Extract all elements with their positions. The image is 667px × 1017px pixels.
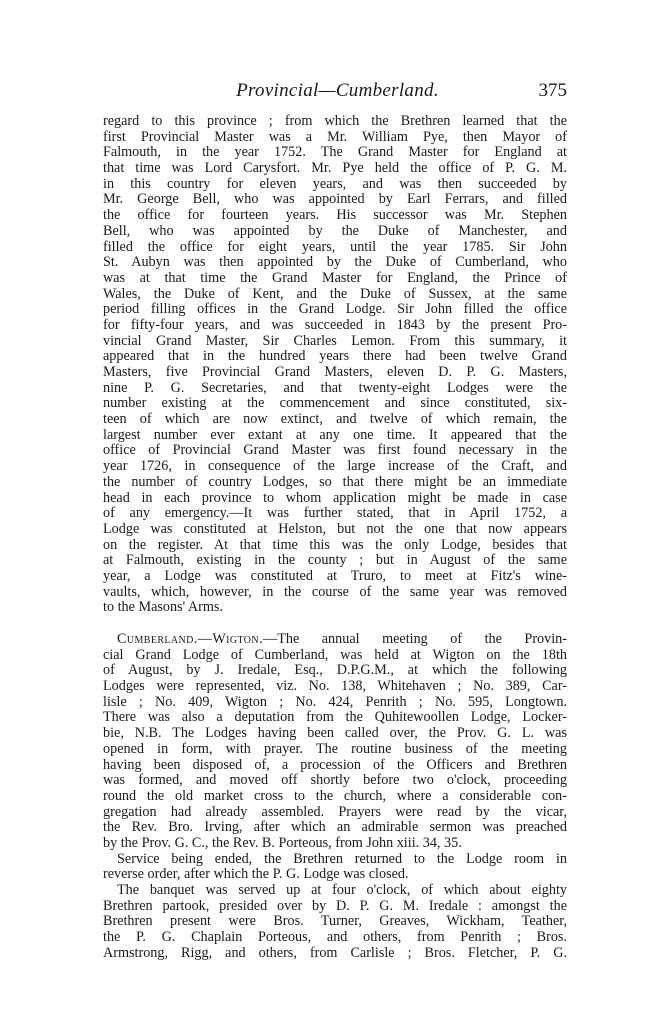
text-line: The banquet was served up at four o'clock, of which about eighty — [117, 882, 567, 898]
text-line: There was also a deputation from the Quhitewoollen Lodge, Locker- — [103, 709, 567, 726]
text-line: appeared that in the hundred years there had been twelve Grand — [103, 348, 567, 365]
text-line: for fifty-four years, and was succeeded in 1843 by the present Pro- — [103, 316, 567, 333]
paragraph-cornwall-history — [103, 114, 567, 616]
text-line: of any emergency.—It was further stated, that in April 1752, a — [103, 505, 567, 522]
text-line: vincial Grand Master, Sir Charles Lemon. From this summary, it — [103, 332, 567, 349]
text-line: Lodge was constituted at Helston, but not the one that now appears — [103, 520, 567, 537]
heading-place: Cumberland. — [117, 631, 198, 647]
text-line: Service being ended, the Brethren returned to the Lodge room in — [117, 850, 567, 867]
text-line: the Rev. Bro. Irving, after which an admirable sermon was preached — [103, 819, 567, 836]
text-line: the P. G. Chaplain Porteous, and others, from Penrith ; Bros. — [103, 929, 567, 946]
text-line: teen of which are now extinct, and twelve of which remain, the — [103, 411, 567, 428]
text-line: Wales, the Duke of Kent, and the Duke of Sussex, at the same — [103, 285, 567, 302]
text-line: regard to this province ; from which the Brethren learned that the — [103, 113, 567, 129]
text-line: gregation had already assembled. Prayers were read by the vicar, — [103, 803, 567, 820]
text-line: Bell, who was appointed by the Duke of Manchester, and — [103, 222, 567, 239]
text-line: the office for fourteen years. His successor was Mr. Stephen — [103, 207, 567, 224]
section-heading-line — [103, 632, 567, 648]
text-line: Masters, five Provincial Grand Masters, eleven D. P. G. Masters, — [103, 364, 567, 380]
paragraph-cumberland-wigton — [103, 632, 567, 852]
text-line: of August, by J. Iredale, Esq., D.P.G.M., at which the following — [103, 662, 567, 679]
text-line: filled the office for eight years, until the year 1785. Sir John — [103, 238, 567, 255]
text-line: opened in form, with prayer. The routine business of the meeting — [103, 740, 567, 757]
text-line: office of Provincial Grand Master was first found necessary in the — [103, 442, 567, 459]
text-line: to the Masons' Arms. — [103, 599, 223, 616]
text-line: period filling offices in the Grand Lodge. Sir John filled the office — [103, 301, 567, 318]
text-line: number existing at the commencement and since constituted, six- — [103, 395, 567, 412]
text-line: round the old market cross to the church, where a considerable con- — [103, 787, 567, 804]
text-line: Brethren present were Bros. Turner, Greaves, Wickham, Teather, — [103, 913, 567, 930]
text-line: nine P. G. Secretaries, and that twenty-eight Lodges were the — [103, 379, 567, 396]
running-title: Provincial—Cumberland. — [236, 80, 439, 101]
text-line: at Falmouth, existing in the county ; but in August of the same — [103, 552, 567, 569]
text-line: was at that time the Grand Master for England, the Prince of — [103, 269, 567, 286]
text-line: having been disposed of, a procession of the Officers and Brethren — [103, 756, 567, 773]
text-line: vaults, which, however, in the course of the same year was removed — [103, 583, 567, 600]
text-line: St. Aubyn was then appointed by the Duke of Cumberland, who — [103, 254, 567, 271]
heading-town: —Wigton. — [197, 631, 263, 647]
section-gap — [103, 616, 567, 632]
text-line: Mr. George Bell, who was appointed by Earl Ferrars, and filled — [103, 191, 567, 208]
text-line: reverse order, after which the P. G. Lodge was closed. — [103, 866, 409, 883]
text-line: head in each province to whom application might be made in case — [103, 489, 567, 506]
text-line: year, a Lodge was constituted at Truro, to meet at Fitz's wine- — [103, 567, 567, 584]
text-line: cial Grand Lodge of Cumberland, was held at Wigton on the 18th — [103, 646, 567, 663]
text-line: lisle ; No. 409, Wigton ; No. 424, Penrith ; No. 595, Longtown. — [103, 693, 567, 710]
paragraph-service-ended — [103, 852, 567, 883]
text-line: Brethren partook, presided over by D. P. G. M. Iredale : amongst the — [103, 897, 567, 914]
text-line: largest number ever extant at any one time. It appeared that the — [103, 426, 567, 443]
text-line: bie, N.B. The Lodges having been called over, the Prov. G. L. was — [103, 725, 567, 742]
text-body — [103, 114, 567, 961]
text-line: Falmouth, in the year 1752. The Grand Master for England at — [103, 144, 567, 161]
heading-line-text: —The annual meeting of the Provin- — [263, 631, 567, 647]
text-line: the number of country Lodges, so that there might be an immediate — [103, 473, 567, 490]
running-head — [100, 80, 575, 106]
text-line: on the register. At that time this was the only Lodge, besides that — [103, 536, 567, 553]
paragraph-banquet — [103, 883, 567, 961]
text-line: Lodges were represented, viz. No. 138, Whitehaven ; No. 389, Car- — [103, 678, 567, 695]
text-line: in this country for eleven years, and was then succeeded by — [103, 175, 567, 192]
text-line: by the Prov. G. C., the Rev. B. Porteous, from John xiii. 34, 35. — [103, 834, 462, 851]
text-line: that time was Lord Carysfort. Mr. Pye held the office of P. G. M. — [103, 160, 567, 177]
text-line: first Provincial Master was a Mr. William Pye, then Mayor of — [103, 128, 567, 145]
text-line: year 1726, in consequence of the large increase of the Craft, and — [103, 458, 567, 475]
text-line: was formed, and moved off shortly before two o'clock, proceeding — [103, 772, 567, 789]
text-line: Armstrong, Rigg, and others, from Carlisle ; Bros. Fletcher, P. G. — [103, 944, 567, 961]
page-number: 375 — [538, 80, 567, 101]
